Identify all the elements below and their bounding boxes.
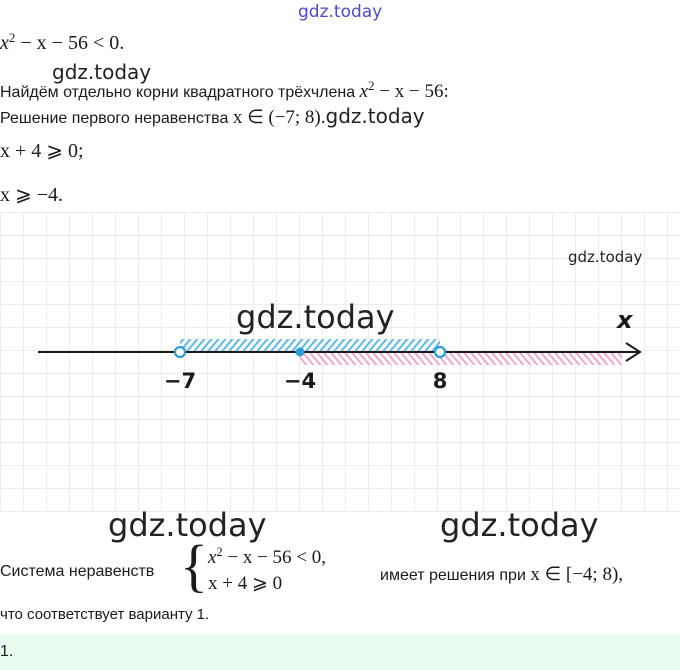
- var-x: x: [359, 81, 369, 103]
- inequality-linear: x + 4 ⩾ 0;: [0, 140, 84, 162]
- expression-rest: − x − 56:: [374, 81, 449, 103]
- point-label: 8: [432, 369, 448, 393]
- roots-text: Найдём отдельно корни квадратного трёхчлена: [0, 84, 360, 102]
- first-solution-math: x ∈ (−7; 8).: [232, 107, 326, 128]
- exponent: 2: [368, 78, 375, 93]
- system-brace: {: [180, 533, 208, 598]
- watermark-bottom-right: gdz.today: [440, 506, 599, 544]
- watermark-line2: gdz.today: [52, 60, 152, 84]
- watermark-line3: gdz.today: [325, 104, 425, 128]
- exponent: 2: [8, 30, 16, 45]
- number-line-figure: [0, 212, 680, 512]
- answer-bar: [0, 634, 680, 670]
- system-prefix: Система неравенств: [0, 563, 155, 580]
- system-inequality-2: x + 4 ⩾ 0: [208, 573, 283, 594]
- watermark-graph-center: gdz.today: [236, 298, 395, 336]
- answer: 1.: [0, 643, 14, 660]
- expression-rest: − x − 56 < 0,: [222, 546, 327, 568]
- conclusion: что соответствует варианту 1.: [0, 606, 210, 623]
- point-open: [175, 347, 185, 357]
- system-inequality-1: [208, 545, 326, 569]
- watermark-top: gdz.today: [298, 2, 383, 22]
- point-label: −4: [283, 369, 317, 393]
- point-label: −7: [163, 369, 197, 393]
- first-solution-sentence: [0, 104, 425, 129]
- point-filled: [296, 348, 305, 357]
- var-x: x: [0, 32, 9, 55]
- roots-sentence: [0, 78, 449, 103]
- pink-hatch-interval: [300, 352, 622, 365]
- blue-hatch-interval: [180, 339, 440, 352]
- system-suffix-text: имеет решения при: [380, 567, 531, 584]
- number-line-svg: [0, 212, 680, 512]
- expression-rest: − x − 56 < 0.: [15, 32, 125, 55]
- system-suffix: [380, 563, 623, 586]
- point-open: [435, 347, 445, 357]
- watermark-graph-corner: gdz.today: [568, 248, 643, 266]
- axis-label: x: [617, 306, 633, 334]
- system-solution: x ∈ [−4; 8),: [530, 564, 624, 585]
- watermark-bottom-left: gdz.today: [108, 506, 267, 544]
- var-x: x: [208, 546, 217, 568]
- exponent: 2: [216, 545, 223, 559]
- first-solution-text: Решение первого неравенства: [0, 110, 233, 127]
- inequality-quadratic: [0, 30, 124, 55]
- linear-solution: x ⩾ −4.: [0, 184, 64, 206]
